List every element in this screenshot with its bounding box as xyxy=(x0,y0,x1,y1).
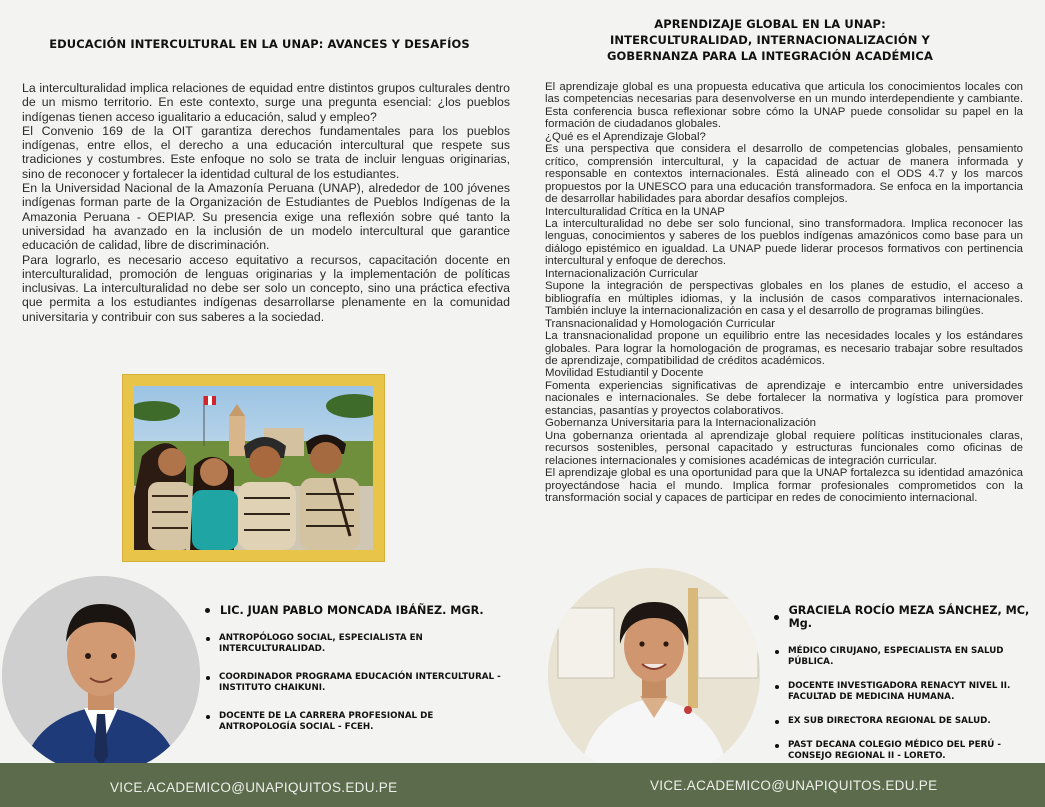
right-article-title xyxy=(545,16,995,64)
speaker2-name-text: GRACIELA ROCÍO MEZA SÁNCHEZ, MC, Mg. xyxy=(788,604,1030,630)
right-paragraph: La interculturalidad no debe ser solo funcional, sino transformadora. Implica reconocer las lenguas, conocimientos y saberes de los pueblos indígenas amazónicos como base para un diálogo epistémico en igualdad. La UNAP puede liderar procesos formativos con pertinencia intercultural y enfoque de derechos. xyxy=(545,217,1023,268)
right-title-line: INTERCULTURALIDAD, INTERNACIONALIZACIÓN Y xyxy=(610,33,930,47)
speaker1-credential: COORDINADOR PROGRAMA EDUCACIÓN INTERCULTURAL - INSTITUTO CHAIKUNI. xyxy=(205,672,505,694)
left-article-title: EDUCACIÓN INTERCULTURAL EN LA UNAP: AVANCES Y DESAFÍOS xyxy=(49,37,470,51)
right-subheading: Transnacionalidad y Homologación Curricular xyxy=(545,317,776,330)
right-paragraph: Fomenta experiencias significativas de aprendizaje e intercambio entre universidades nacionales e internacionales. Se debe fortalecer la normativa y logística para promover estancias, pasantías y proyectos colaborativos. xyxy=(545,379,1023,417)
right-paragraph: El aprendizaje global es una propuesta educativa que articula los conocimientos locales con las competencias necesarias para desenvolverse en un mundo interdependiente y cambiante. Esta conferencia busca reflexionar sobre cómo la UNAP puede consolidar su papel en la formación de ciudadanos globales. xyxy=(545,81,1023,131)
speaker1-credential: ANTROPÓLOGO SOCIAL, ESPECIALISTA EN INTERCULTURALIDAD. xyxy=(205,633,505,655)
left-paragraph: En la Universidad Nacional de la Amazonía Peruana (UNAP), alrededor de 100 jóvenes indígenas forman parte de la Organización de Estudiantes de Pueblos Indígenas de la Amazonia Peruana - OEPIAP. Su presencia exige una reflexión sobre qué tanto la universidad ha avanzado en la inclusión de un modelo intercultural que garantice educación de calidad, libre de discriminación. xyxy=(22,181,510,253)
speaker1-credentials xyxy=(205,633,505,733)
speaker2-credential: EX SUB DIRECTORA REGIONAL DE SALUD. xyxy=(774,716,1036,727)
left-paragraph: El Convenio 169 de la OIT garantiza derechos fundamentales para los pueblos indígenas, entre ellos, el derecho a una educación intercultural que respete sus tradiciones y costumbres. Este enfoque no solo se trata de incluir lenguas originarias, sino de reconocer y fortalecer la identidad cultural de los estudiantes. xyxy=(22,123,510,181)
students-group-illustration xyxy=(134,386,373,550)
group-photo xyxy=(134,386,373,550)
right-subheading: Movilidad Estudiantil y Docente xyxy=(545,367,704,380)
footer-email-left[interactable]: VICE.ACADEMICO@UNAPIQUITOS.EDU.PE xyxy=(110,780,398,795)
group-photo-frame xyxy=(122,374,385,562)
right-paragraph: La transnacionalidad propone un equilibrio entre las necesidades locales y los estándares globales. Para lograr la homologación de programas, es necesario trabajar sobre resultados de aprendizaje, compatibilidad de créditos académicos. xyxy=(545,330,1023,367)
right-subheading: Interculturalidad Crítica en la UNAP xyxy=(545,205,725,218)
right-subheading: Internacionalización Curricular xyxy=(545,267,699,280)
speaker2-portrait-icon xyxy=(548,568,760,780)
right-paragraph: Supone la integración de perspectivas globales en los planes de estudio, el acceso a bibliografía en múltiples idiomas, y la inclusión de casos comparativos internacionales. También incluye la internacionalización en casa y el desarrollo de programas bilingües. xyxy=(545,280,1023,318)
right-paragraph: Es una perspectiva que considera el desarrollo de competencias globales, pensamiento crítico, comprensión intercultural, y la capacidad de actuar de manera informada y responsable en contextos internacionales. Está alineado con el ODS 4.7 y los marcos propuestos por la UNESCO para una educación transformadora. Se enfoca en la importancia de desarrollar habilidades para abordar desafíos complejos. xyxy=(545,143,1023,206)
left-article-body xyxy=(22,81,510,324)
speaker1-bio xyxy=(205,604,505,733)
right-title-line: APRENDIZAJE GLOBAL EN LA UNAP: xyxy=(654,17,886,31)
footer-email-right[interactable]: VICE.ACADEMICO@UNAPIQUITOS.EDU.PE xyxy=(650,778,938,793)
speaker1-portrait-icon xyxy=(2,576,200,774)
speaker2-credentials xyxy=(774,646,1036,762)
left-paragraph: La interculturalidad implica relaciones de equidad entre distintos grupos culturales dentro de un mismo territorio. En este contexto, surge una pregunta esencial: ¿los pueblos indígenas tienen acceso igualitario a educación, salud y empleo? xyxy=(22,81,510,124)
speaker2-avatar xyxy=(548,568,760,780)
right-paragraph: El aprendizaje global es una oportunidad para que la UNAP fortalezca su identidad amazónica proyectándose hacia el mundo. Implica formar profesionales comprometidos con la transformación social y capaces de participar en redes de conocimiento internacional. xyxy=(545,467,1023,504)
speaker2-bio xyxy=(774,604,1036,762)
right-article-body xyxy=(545,81,1023,504)
bullet-icon xyxy=(205,608,210,613)
speaker1-name xyxy=(205,604,505,617)
left-paragraph: Para lograrlo, es necesario acceso equitativo a recursos, capacitación docente en interculturalidad, promoción de lenguas originarias y la implementación de políticas inclusivas. La interculturalidad no debe ser solo un concepto, sino una práctica efectiva que permita a los estudiantes indígenas desarrollarse plenamente en la comunidad universitaria y contribuir con sus saberes a la sociedad. xyxy=(22,252,510,324)
right-title-line: GOBERNANZA PARA LA INTEGRACIÓN ACADÉMICA xyxy=(607,49,933,63)
person-1 xyxy=(134,443,192,550)
speaker2-name xyxy=(774,604,1036,630)
person-2 xyxy=(190,457,238,550)
speaker1-credential: DOCENTE DE LA CARRERA PROFESIONAL DE ANTROPOLOGÍA SOCIAL - FCEH. xyxy=(205,711,505,733)
speaker1-avatar xyxy=(2,576,200,774)
right-paragraph: Una gobernanza orientada al aprendizaje global requiere políticas institucionales claras, recursos sostenibles, personal capacitado y estructuras funcionales como oficinas de relaciones internacionales y comisiones académicas de integración curricular. xyxy=(545,429,1023,467)
speaker2-credential: MÉDICO CIRUJANO, ESPECIALISTA EN SALUD PÚBLICA. xyxy=(774,646,1036,668)
right-subheading: Gobernanza Universitaria para la Internacionalización xyxy=(545,417,816,430)
speaker2-credential: DOCENTE INVESTIGADORA RENACYT NIVEL II. FACULTAD DE MEDICINA HUMANA. xyxy=(774,681,1036,703)
right-subheading: ¿Qué es el Aprendizaje Global? xyxy=(545,130,706,143)
speaker2-credential: PAST DECANA COLEGIO MÉDICO DEL PERÚ - CONSEJO REGIONAL II - LORETO. xyxy=(774,740,1036,762)
bullet-icon xyxy=(774,615,779,620)
speaker1-name-text: LIC. JUAN PABLO MONCADA IBÁÑEZ. MGR. xyxy=(220,604,484,617)
